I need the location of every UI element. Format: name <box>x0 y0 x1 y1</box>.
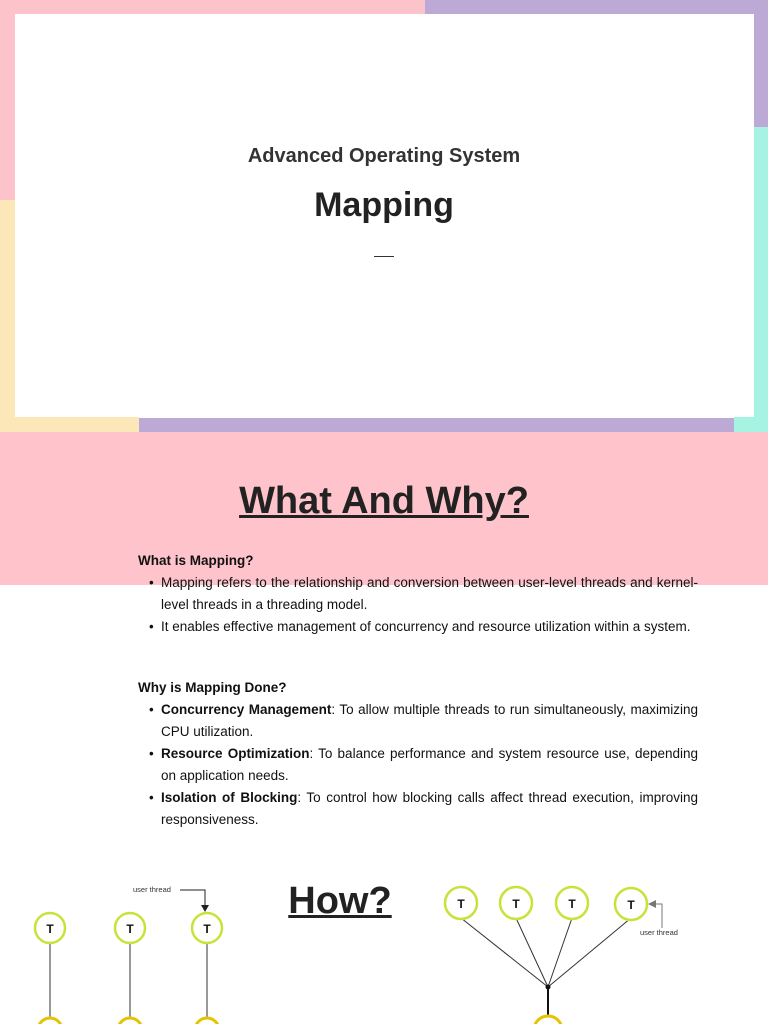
what-bullets <box>138 572 698 638</box>
bullet-term: Isolation of Blocking <box>161 790 298 805</box>
section-heading-what-why: What And Why? <box>239 480 529 522</box>
list-item <box>161 743 698 787</box>
thread-node <box>615 888 647 920</box>
arrow-head-icon <box>648 900 656 908</box>
list-item <box>161 699 698 743</box>
what-question: What is Mapping? <box>138 553 254 568</box>
thread-line <box>461 918 548 987</box>
slide-title: Mapping <box>314 186 454 224</box>
thread-node <box>192 913 222 943</box>
kernel-thread-node <box>38 1018 62 1024</box>
thread-node <box>556 887 588 919</box>
thread-label: T <box>126 922 134 936</box>
bullet-text: : To balance performance and system resource use, depending on application needs. <box>161 746 699 783</box>
thread-label: T <box>46 922 54 936</box>
one-to-one-diagram <box>0 860 260 1024</box>
bullet-text: : To control how blocking calls affect thread execution, improving responsiveness. <box>161 790 698 827</box>
thread-label: T <box>512 897 520 911</box>
slide-subtitle: Advanced Operating System <box>247 145 521 167</box>
user-thread-annotation: user thread <box>640 928 678 937</box>
annotation-arrow <box>656 904 662 928</box>
thread-node <box>445 887 477 919</box>
thread-label: T <box>457 897 465 911</box>
bullet-term: Concurrency Management <box>161 702 332 717</box>
kernel-thread-node <box>195 1018 219 1024</box>
thread-node <box>500 887 532 919</box>
user-thread-annotation: user thread <box>133 885 171 894</box>
why-section <box>138 677 698 831</box>
title-divider <box>374 256 394 257</box>
thread-label: T <box>203 922 211 936</box>
thread-label: T <box>627 898 635 912</box>
thread-node <box>35 913 65 943</box>
list-item: • Mapping refers to the relationship and conversion between user-level threads and kernel-level threads in a threading model. <box>161 572 698 616</box>
bullet-term: Resource Optimization <box>161 746 310 761</box>
list-item <box>161 787 698 831</box>
why-question: Why is Mapping Done? <box>138 680 287 695</box>
kernel-thread-node <box>118 1018 142 1024</box>
thread-line <box>516 918 548 987</box>
section-heading-how: How? <box>288 880 392 922</box>
many-to-one-diagram <box>430 870 768 1024</box>
what-section <box>138 550 698 638</box>
kernel-thread-node <box>534 1016 562 1024</box>
frame-purple-bottom <box>139 418 734 432</box>
thread-label: T <box>568 897 576 911</box>
thread-node <box>115 913 145 943</box>
list-item: • It enables effective management of concurrency and resource utilization within a system. <box>161 616 698 638</box>
bullet-text: : To allow multiple threads to run simultaneously, maximizing CPU utilization. <box>161 702 698 739</box>
arrow-head-icon <box>201 905 209 912</box>
annotation-arrow <box>180 890 205 906</box>
why-bullets <box>138 699 698 831</box>
